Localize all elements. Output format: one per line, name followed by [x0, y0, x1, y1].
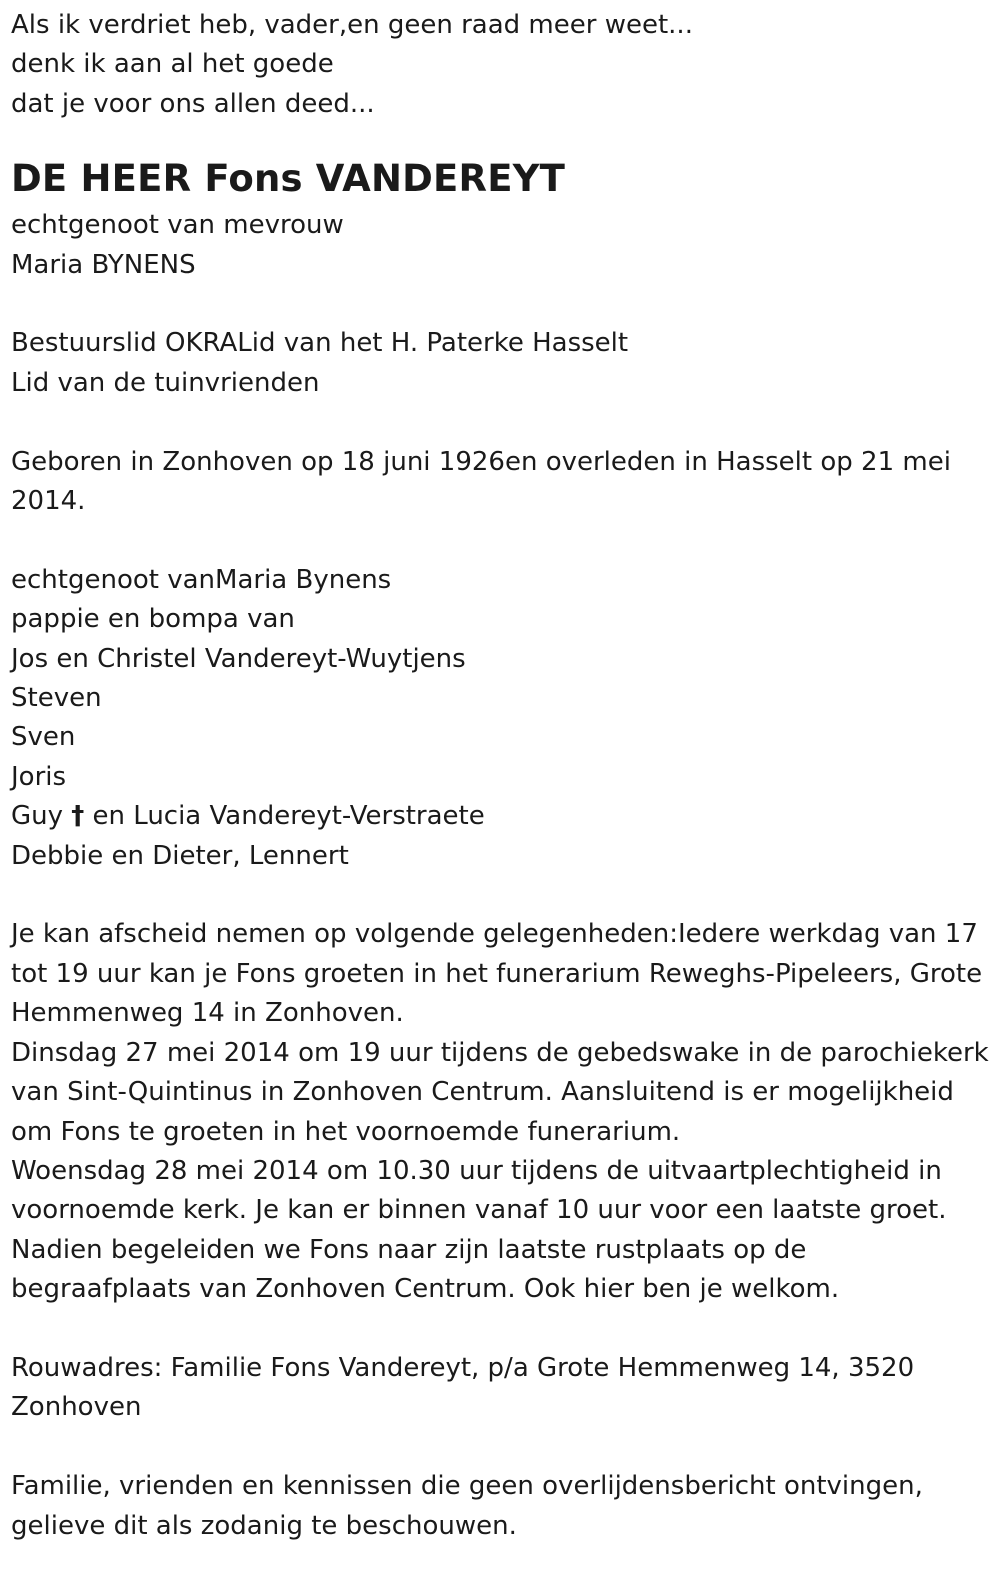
family-name: Guy: [11, 801, 64, 832]
memberships-section: [11, 324, 989, 403]
birth-death-text: Geboren in Zonhoven op 18 juni 1926en overleden in Hasselt op 21 mei 2014.: [11, 446, 951, 517]
cross-icon: †: [71, 801, 85, 832]
family-line: Sven: [11, 722, 76, 753]
poem-line: dat je voor ons allen deed...: [11, 88, 375, 119]
family-section: [11, 561, 989, 876]
notice-text: Familie, vrienden en kennissen die geen overlijdensbericht ontvingen, gelieve dit als zodanig te beschouwen.: [11, 1471, 923, 1541]
membership-line: Lid van de tuinvrienden: [11, 367, 320, 398]
family-line: Steven: [11, 683, 102, 714]
family-line-guy: [11, 797, 989, 836]
spouse-name: Maria BYNENS: [11, 249, 196, 280]
spouse-line: echtgenoot van mevrouw: [11, 210, 344, 241]
ceremony-section: [11, 915, 989, 1309]
mourning-address: Rouwadres: Familie Fons Vandereyt, p/a Grote Hemmenweg 14, 3520 Zonhoven: [11, 1352, 915, 1423]
farewell-text: Je kan afscheid nemen op volgende gelegenheden:Iedere werkdag van 17 tot 19 uur kan je Fons groeten in het funerarium Reweghs-Pipeleers, Grote Hemmenweg 14 in Zonhoven.: [11, 919, 983, 1029]
family-line: Jos en Christel Vandereyt-Wuytjens: [11, 643, 466, 674]
funeral-text: Woensdag 28 mei 2014 om 10.30 uur tijdens de uitvaartplechtigheid in voornoemde kerk. Je kan er binnen vanaf 10 uur voor een laatste groet. Nadien begeleiden we Fons naar zijn laatste rustplaats op de begraafplaats van Zonhoven Centrum. Ook hier ben je welkom.: [11, 1155, 947, 1305]
poem-line: denk ik aan al het goede: [11, 49, 334, 80]
family-line: Debbie en Dieter, Lennert: [11, 840, 349, 871]
family-line: echtgenoot vanMaria Bynens: [11, 564, 392, 595]
family-name-rest: en Lucia Vandereyt-Verstraete: [92, 801, 485, 832]
poem: [11, 6, 989, 124]
wake-text: Dinsdag 27 mei 2014 om 19 uur tijdens de gebedswake in de parochiekerk van Sint-Quintinus in Zonhoven Centrum. Aansluitend is er mogelijkheid om Fons te groeten in het voornoemde funerarium.: [11, 1037, 989, 1147]
spouse-section: [11, 206, 989, 285]
family-line: pappie en bompa van: [11, 604, 295, 635]
poem-line: Als ik verdriet heb, vader,en geen raad meer weet...: [11, 10, 693, 40]
deceased-title: DE HEER Fons VANDEREYT: [11, 157, 566, 201]
membership-line: Bestuurslid OKRALid van het H. Paterke Hasselt: [11, 328, 629, 359]
family-line: Joris: [11, 761, 67, 792]
